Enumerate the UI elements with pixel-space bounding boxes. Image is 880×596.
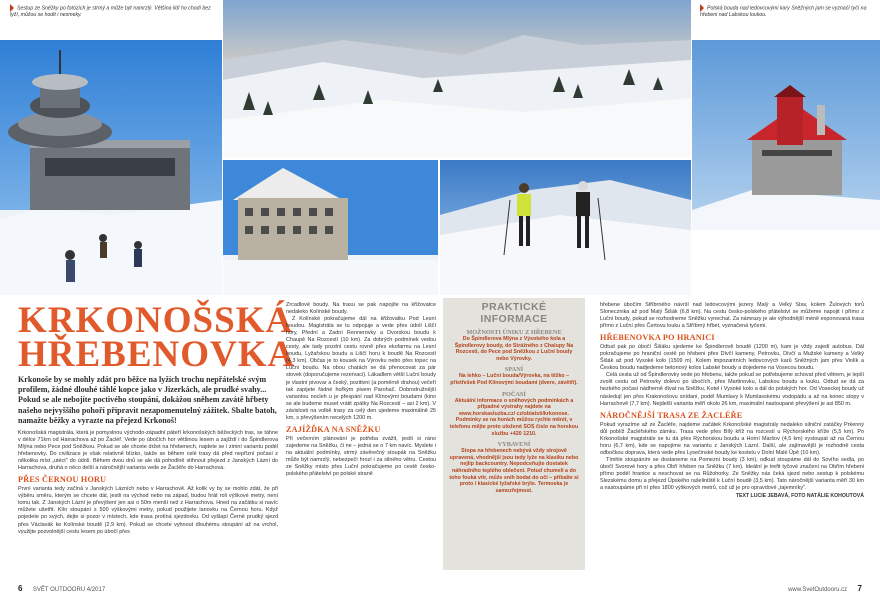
article-lead: Krkonoše by se mohly zdát pro běžce na lyžích trochu nepřátelské svým profilem, žádné dlouhé táhlé kopce jako v Jizerkách, ale prudké svahy... Pokud se ale nebojíte poctivého stoupání, dokážou sněhem zavátě hřbety našeho nejvyššího pohoří připravit nezapomenutelný zážitek. Sbalte batoh, namažte běžky a vyrazte na přejezd Krkonoš!	[18, 375, 277, 425]
info-text: Do Špindlerova Mlýna z Výsokého kola a Špindlerovy boudy, do Strážného z Chalupy Na Rozcestí, do Pece pod Sněžkou z Luční boudy nebo Výrovky.	[454, 336, 574, 362]
photo-polish-hut	[692, 40, 880, 295]
caption-arrow-icon	[700, 4, 704, 12]
article-body-1	[18, 430, 278, 536]
page-number-left: 6	[18, 584, 23, 593]
footer-right	[788, 578, 862, 596]
paragraph: Při večerním plánování je potřeba zvážit, jestli si ráno zajedeme na Sněžku, či ne – jedná se o 7 km navíc. Myslete i na aktuální podmínky, strmý závěrečný stoupák na Sněžku může být namrzlý, nebezpečí hrozí i za silného větru. Cestou ze Sněžky místo přes Luční pokračujeme po cestě česko-polského přátelství po polské straně	[286, 435, 436, 478]
caption-top-right: Polská bouda nad ledovcovými kary Sněžných jam se vyznačí tyčí na hřebeni nad Labskou loukou.	[700, 5, 867, 18]
paragraph: Krkonošská magistrála, která je pomyslnou východo-západní páteří krkonošských běžeckých tras, se táhne v délce 71km od Harrachova až po Žacléř. Vede po úbočích hor většinou lesem a zajíždí i do Špindlerova Mlýna nebo Pece pod Sněžkou. Pokud se ale chcete držet na hřebenech, najdete se i zimní variantu podél hřebenovky. Do civilizace je však relativně blízko, takže se během celé trasy dá před nepřízní počasí z několika míst „utéct" do údolí. Během dvou dnů se ale dá pohodlně stihnout přejezd z Janských Lázní do Harrachova, druhá o něco delší a náročnější varianta vede ze Žacléře do Harrachova.	[18, 430, 278, 472]
caption-arrow-icon	[10, 4, 14, 12]
photo-snowy-mountains	[223, 0, 691, 157]
paragraph: Zrcadlové boudy. Na trasu se pak napojíte na křižovatce nedaleko Kolínské boudy.	[286, 302, 436, 316]
info-subheading: SPANÍ	[504, 366, 524, 374]
paragraph: Tímhle stoupáním se dostaneme na Pomezní boudy (3 km), odkud stoupáme dál do Sovího sedla, po úbočí Svorové hory a přes Obří hřeben na Sněžku (7 km). Ideální je trefit tyčové značení na Obřím hřebeni přímo podél hranice a neschovat se na Růžohorky. Ze Sněžky nás čeká sjezd nebo sestup k polskému Slezskému domu a přejezd Úpského rašeliniště k Luční boudě (3,5 km). Tato náročnější varianta měří 30 km a nastoupáme při ní přes 1800 výškových metrů, což už je pro opravdové „tajemníky".	[600, 456, 864, 492]
caption-top-left: Sestup ze Sněžky po fotózích je strmý a může být namrzlý. Většina lidí ho chodí bez lyží, můžou se hodit i nesmeky.	[10, 5, 211, 18]
magazine-issue: SVĚT OUTDOORU 4/2017	[32, 587, 106, 593]
info-subheading: MOŽNOSTI ÚNIKU Z HŘEBENE	[466, 329, 562, 336]
section-heading: ZAJÍŽĎKA NA SNĚŽKU	[286, 424, 381, 434]
footer-left	[18, 578, 105, 596]
paragraph: Pokud vyrazíme až ze Žacléře, najdeme začátek Krkonošské magistrály nedaleko silniční zatáčky Prkenný důl poblíž Žacléřského zámku. Trasa vede přes Bílý kříž na rozcestí u Rýchorského kříže (5,5 km). Po Krkonošské magistrále se tu dá přes Rýchorskou boudu a Horní Maršov (4,5 km) vystoupat až na Černou horu (6,7 km), kde se napojíme na variantu z Janských Lázní. Další, ale zajímavější je rozhodně cesta odbočkou doprava, která vede přes Lysečinské boudy ke kostelu v Dolní Malé Úpě (10 km).	[600, 421, 864, 456]
info-text: Aktuální informace o sněhových podmínkách a případné výstrahy najdete na www.horskasluzba.cz/ czlobiatsti/krkonose. Podmínky se na horách můžou rychle měnit, v telefonu mějte proto uložené SOS číslo na horskou službu +420 1210.	[449, 397, 579, 437]
website: www.SvetOutdooru.cz	[788, 587, 848, 593]
paragraph: První varianta tedy začíná v Janských Lázních nebo v Harrachově. Až kolik vy by se mohlo zdát, že při výběru směru, kterým se chcete dát, jestli na východ nebo na západ, budou hrát roli výškové metry, není tomu tak. Z Janských Lázní je převýšení jen asi o 50m menší než z Harrachova. Hned na začátku si navíc můžete ušetřit. Klín stoupání s 500 výškovými metry, pokud použijete lanovku na Černou horu. Když pojedete po svých, dejte si pozor v místech, kde trasa protíná sjezdovku. Od vyšlapí Černé prudký sjezd přes Václavák ke Kolínské boudě (2,9 km). Pokud se chcete vyhnout dlouhému stoupání až na vrchol, využijte pozvolnější cestu lesem po úbočí přes	[18, 486, 278, 535]
paragraph: Celá cesta už od Špindlerovky vede po hřebenu, takže pokud se potřebujeme schovat před větrem, je lepší zvolit cestu od Petrovky dolevo po úbočích, přes Martinovku, Labskou boudu a louku. Odtud se dá za hezkého počasí nádherně dívat na Sněžku, Kotel i Vysoké kolo a dál do polských hor. Od Voseckej boudy už následují jen přes Krakonošovu snídani, podél Mumlavy k Mumlavskému vodopádu a až na konec stopy v Harrachově (7,7 km). Nejdelší varianta měří okolo 26 km, maximální nastoupané převýšení je asi 850 m.	[600, 372, 864, 407]
info-text: Na lehko – Luční bouda/Výrovka, na těžko – přístřešek Pod Klínovými boudami (dvere, závětří).	[450, 373, 578, 386]
column-2	[286, 302, 436, 478]
photo-hotel-building	[223, 160, 438, 295]
section-heading: PŘES ČERNOU HORU	[18, 475, 107, 485]
paragraph: Z Kolínské pokračujeme dál na křižovatku Pod Lesní boudou. Magistrála se tu odpojuje a vede přes údolí Liščí hory, Přední a Zadní Rennerovky a Dvorskou boudu k Chaupě Na Rozcestí (10 km). Za dobrých podmínek vedou cesty, ale tady pozdní cestu rovně přes ekofarmu na Lesní boudu, Lyžařskou boudu a Liščí horu k boudě Na Rozcestí (4,3 km). Občas je to kousek na Výrovku nebo přes topec na Luční boudu. Na obou chatách se dá přenocovat za pár stovek (doporučujeme rezervaci). Lákadlem větší Luční boudy je vlastní pivovar a český, pozitivní (a poměrně drahou) večeří tak zapijete řádné hořkým pivem Parohač. Dobrodružnější variantou nocleh u je přespání nad Klínovými boudami (kino se ale budeme muset vrátit zpátky Na Rozcestí – asi 2 km). V závislosti na volbě trasy za celý den ujedeme maximálně 25 km, s převýšením necelých 1200 m.	[286, 316, 436, 421]
info-text: Stopa na hřebenech nebývá vždy strojově upravená, vhodnější jsou tedy lyže na klasiku nebo nejlíp backcountry. Nepodceňujte dostatek náhradního teplého oblečení. Potud chumelí a do toho fouká vítr, může sníh bodat do očí – příbalte si proto i klasické lyžařské brýle. Termoska je samozřejmost.	[449, 448, 579, 494]
paragraph: Odtud pak po úbočí Šišáku sjedeme ke Špindlerově boudě (1200 m), kam je vždy zajedí autobus. Dál pokračujeme po hraniční cestě po hřebeni přes Dívčí kameny, Petrovku, Dívčí a Mužské kameny a Velký Šišák až pod Vysoké kolo (1509 m). Kolem impozantních ledovcových karů Sněžných jam přes Violík a Českou boudu nadjedeme betonový kolos Labské boudy a dojedeme na Vosecou boudu.	[600, 344, 864, 372]
credit-line: TEXT LUCIE JEBAVÁ, FOTO NATÁLIE KOHOUTOVÁ	[735, 493, 864, 500]
info-subheading: POČASÍ	[502, 390, 526, 398]
section-heading: NÁROČNĚJŠÍ TRASA ZE ŽACLÉŘE	[600, 410, 743, 420]
photo-snezka-tower	[0, 40, 222, 295]
section-heading: HŘEBENOVKA PO HRANICI	[600, 333, 715, 343]
practical-info-box	[443, 298, 585, 570]
photo-skiers	[440, 160, 691, 295]
article-title: KRKONOŠSKÁ HŘEBENOVKA	[18, 300, 296, 375]
column-4	[600, 302, 864, 500]
info-subheading: VYBAVENÍ	[497, 441, 531, 449]
column-1	[18, 300, 296, 536]
paragraph: hřebene úbočím Stříbrného návrší nad ledovcovými jezery Malý a Velký Stav, kolem Žulových torů Slonecznika až pod Malý Šišák (6,8 km). Na cestu česko-polského přátelství se můžeme napojit i přímo z Luční boudy, pokud se rozhodneme Sněžku vynechat. Za námrazy je ale výhodnější méně exponovaná trasa přímo z Luční přes Čertovu louku a Stříbrný hřbet, vyznačená tyčemi.	[600, 302, 864, 330]
page-number-right: 7	[857, 584, 862, 593]
info-box-title: PRAKTICKÉ INFORMACE	[480, 301, 548, 325]
